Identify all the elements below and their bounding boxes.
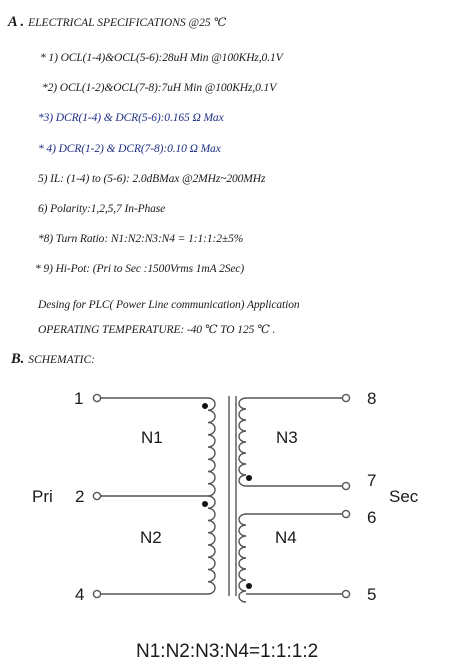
- winding-label-n2: N2: [140, 528, 162, 547]
- application-note: Desing for PLC( Power Line communication) Application: [38, 299, 300, 311]
- section-b-heading: [11, 350, 95, 368]
- section-b-title: SCHEMATIC:: [28, 354, 95, 366]
- section-a-title: ELECTRICAL SPECIFICATIONS @25 ℃: [28, 17, 227, 29]
- spec-ocl-1-2: *2) OCL(1-2)&OCL(7-8):7uH Min @100KHz,0.1V: [42, 82, 277, 94]
- pin-label-1: 1: [74, 389, 84, 408]
- operating-temperature: OPERATING TEMPERATURE: -40 ℃ TO 125 ℃ .: [38, 324, 276, 336]
- terminal-pin-7: [342, 482, 349, 489]
- section-b-letter: B.: [11, 351, 25, 367]
- pin-label-2: 2: [75, 487, 85, 506]
- spec-dcr-1-4: *3) DCR(1-4) & DCR(5-6):0.165 Ω Max: [38, 112, 224, 124]
- polarity-dot-n3: [246, 475, 252, 481]
- pin-label-5: 5: [367, 585, 377, 604]
- coil-n1: [208, 398, 215, 496]
- terminal-pin-2: [93, 492, 100, 499]
- section-a-letter: A .: [8, 14, 25, 30]
- terminal-pin-8: [342, 394, 349, 401]
- section-a-heading: [8, 13, 226, 31]
- spec-ocl-1-4: * 1) OCL(1-4)&OCL(5-6):28uH Min @100KHz,0.1V: [40, 52, 283, 64]
- terminal-pin-6: [342, 510, 349, 517]
- terminal-pin-4: [93, 590, 100, 597]
- winding-label-n4: N4: [275, 528, 297, 547]
- winding-label-n3: N3: [276, 428, 298, 447]
- spec-insertion-loss: 5) IL: (1-4) to (5-6): 2.0dBMax @2MHz~200MHz: [38, 173, 266, 185]
- pin-label-8: 8: [367, 389, 377, 408]
- spec-dcr-1-2: * 4) DCR(1-2) & DCR(7-8):0.10 Ω Max: [38, 143, 221, 155]
- spec-turn-ratio: *8) Turn Ratio: N1:N2:N3:N4 = 1:1:1:2±5%: [38, 233, 244, 245]
- spec-hi-pot: * 9) Hi-Pot: (Pri to Sec :1500Vrms 1mA 2Sec): [35, 263, 245, 275]
- coil-n2: [208, 496, 215, 594]
- spec-polarity: 6) Polarity:1,2,5,7 In-Phase: [38, 203, 166, 215]
- coil-n4: [239, 514, 246, 602]
- terminal-pin-5: [342, 590, 349, 597]
- transformer-schematic: [0, 370, 472, 672]
- turn-ratio-label: N1:N2:N3:N4=1:1:1:2: [136, 641, 319, 662]
- terminal-pin-1: [93, 394, 100, 401]
- secondary-label: Sec: [389, 487, 419, 506]
- pin-label-7: 7: [367, 471, 377, 490]
- polarity-dot-n2: [202, 501, 208, 507]
- pin-label-6: 6: [367, 508, 377, 527]
- polarity-dot-n4: [246, 583, 252, 589]
- coil-n3: [239, 398, 246, 486]
- winding-label-n1: N1: [141, 428, 163, 447]
- pin-label-4: 4: [75, 585, 85, 604]
- primary-label: Pri: [32, 487, 53, 506]
- polarity-dot-n1: [202, 403, 208, 409]
